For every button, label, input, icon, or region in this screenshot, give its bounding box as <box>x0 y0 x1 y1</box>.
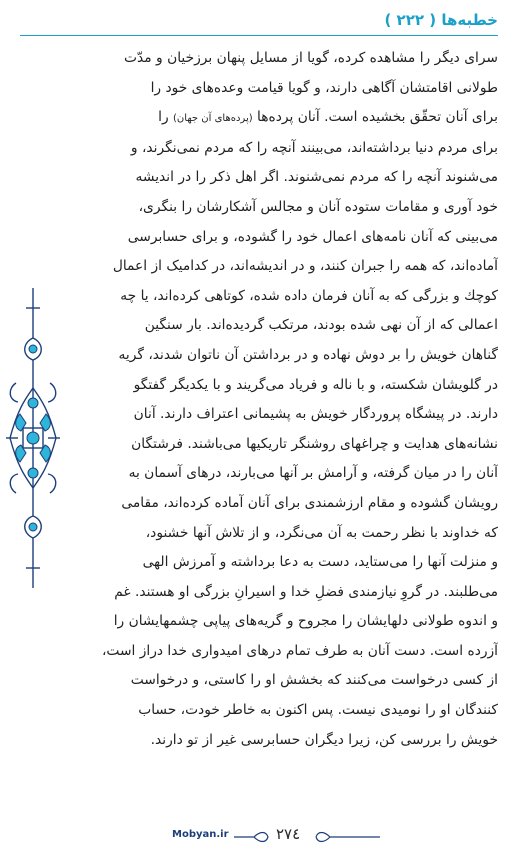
body-line: و اندوه طولانی دلهایشان را مجروح و گریه‌های پیاپی چشمهایشان را <box>113 613 498 630</box>
body-line: دارند. در پیشگاه پروردگار خویش به پشیمانی اعتراف دارند. آنان <box>133 406 498 423</box>
body-line: سرای دیگر را مشاهده کرده، گویا از مسایل پنهان برزخیان و مدّت <box>124 50 498 66</box>
body-line: می‌طلبند. در گروِ نیازمندی فضلِ خدا و اسیرانِ بزرگی او هستند. غم <box>114 583 498 600</box>
body-line: اعمالی که از آن نهی شده بودند، مرتکب گردیده‌اند. بار سنگین <box>144 317 498 334</box>
body-line: کوچك و بزرگی که به آنان فرمان داده شده، کوتاهی کرده‌اند، یا چه <box>120 287 498 304</box>
body-line: می‌شنوند آنچه را که مردم نمی‌شنوند. اگر اهل ذکر را در اندیشه <box>135 169 498 186</box>
footer-brand: Mobyan.ir <box>172 829 229 840</box>
body-line: برای مردم دنیا برداشته‌اند، می‌بینند آنچه را که مردم نمی‌نگرند، و <box>130 139 498 156</box>
body-line: خویش را بررسی کن، زیرا دیگران حسابرسی غیر از تو دارند. <box>150 731 498 748</box>
body-line: از کسی درخواست می‌کنند که بخشش او را کاستی، و درخواست <box>130 672 498 689</box>
footer-left-ornament-icon <box>232 829 272 845</box>
body-line-tail: را <box>158 109 174 126</box>
body-line: گناهان خویش را بر دوش نهاده و در برداشتن آن ناتوان شدند، گریه <box>118 346 498 363</box>
body-line: آنان را در میان گرفته، و آرامش بر آنها می‌بارند، درهای آسمان به <box>128 465 498 482</box>
header-rule <box>20 35 498 36</box>
page-number: ٢٧٤ <box>276 825 301 843</box>
running-header <box>20 8 498 36</box>
body-line: می‌بینی که آنان نامه‌های اعمال خود را گشوده، و برای حسابرسی <box>127 228 498 245</box>
body-line: خود آوری و مقامات ستوده آنان و مجالس آشکارشان را بنگری، <box>138 198 498 215</box>
body-line: نشانه‌های هدایت و چراغهای روشنگر تاریکیها می‌باشند. فرشتگان <box>131 435 498 452</box>
body-line: رویشان گشوده و مقام ارزشمندی برای آنان آماده کرده‌اند، مقامی <box>121 494 498 511</box>
body-line: که خداوند با نظر رحمت به آن می‌نگرد، و از تلاش آنها خشنود، <box>145 524 498 541</box>
page-footer <box>0 825 520 849</box>
body-line: آماده‌اند، که همه را جبران کنند، و در اندیشه‌اند، در کدامیک از اعمال <box>112 258 498 275</box>
footer-right-ornament-icon <box>312 829 382 845</box>
body-line: کنندگان او را نومیدی نیست. پس اکنون به خاطر خودت، حساب <box>138 702 498 719</box>
body-line <box>62 103 498 134</box>
body-line: طولانی اقامتشان آگاهی دارند، و گویا قیامت وعده‌های خود را <box>150 79 498 96</box>
body-line: در گلویشان شکسته، و با ناله و فریاد می‌گریند و با یکدیگر گفتگو <box>133 376 498 393</box>
body-line-text: برای آنان تحقّق بخشیده است. آنان پرده‌ها <box>257 109 498 126</box>
header-title: خطبه‌ها ( ٢٢٢ ) <box>384 11 498 29</box>
body-line: و منزلت آنها را می‌ستاید، دست به دعا برداشته و آمرزش الهی <box>142 554 498 571</box>
inline-note: (پرده‌های آن جهان) <box>173 113 253 125</box>
body-line: آزرده است. دست آنان به طرف تمام درهای امیدواری خدا دراز است، <box>101 642 498 659</box>
margin-ornament-icon <box>4 288 62 588</box>
page-body <box>62 44 498 755</box>
